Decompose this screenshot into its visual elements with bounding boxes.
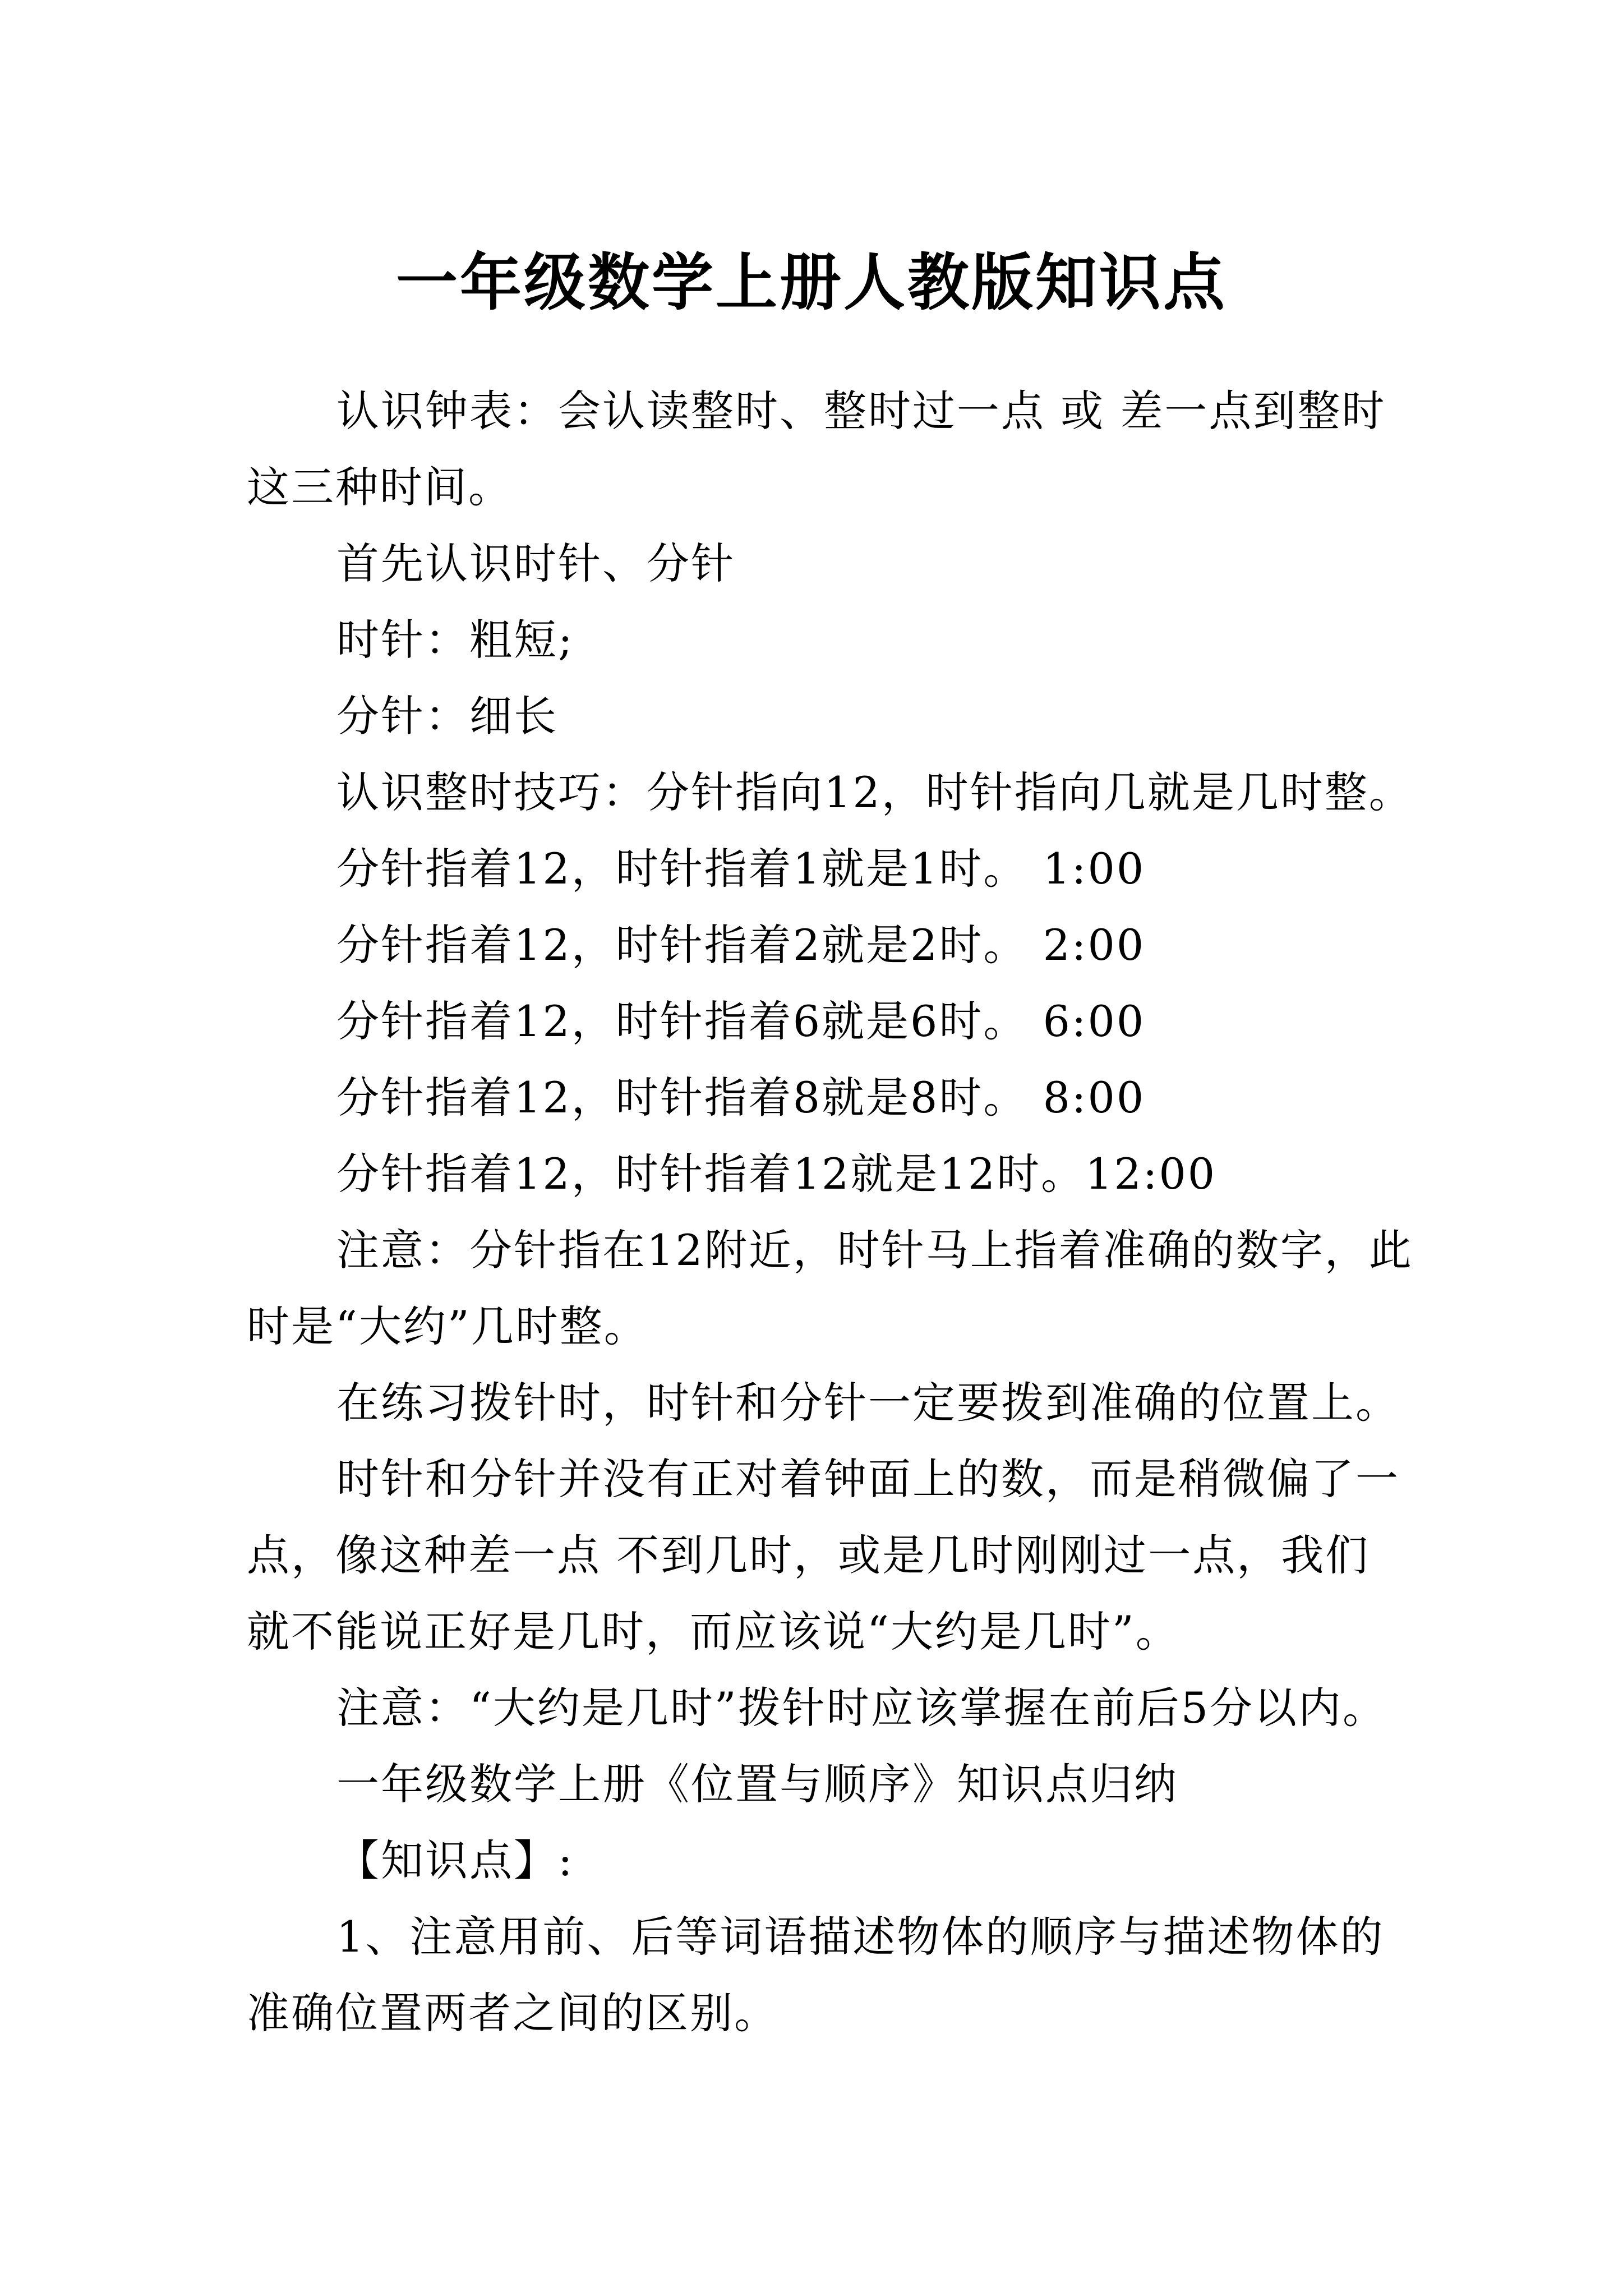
paragraph-example-6: 分针指着12，时针指着6就是6时。 6:00: [336, 996, 1146, 1046]
paragraph-note-approx: 注意：分针指在12附近，时针马上指着准确的数字，此时是“大约”几时整。: [247, 1225, 1413, 1351]
paragraph-point-1: 1、注意用前、后等词语描述物体的顺序与描述物体的准确位置两者之间的区别。: [247, 1912, 1385, 2038]
paragraph-minute-hand: 分针：细长: [336, 691, 558, 741]
paragraph-note-five-minutes: 注意：“大约是几时”拨针时应该掌握在前后5分以内。: [336, 1683, 1387, 1733]
paragraph-hands-intro: 首先认识时针、分针: [336, 539, 735, 588]
paragraph-whole-hour-tip: 认识整时技巧：分针指向12，时针指向几就是几时整。: [336, 767, 1413, 817]
document-title: 一年级数学上册人教版知识点: [396, 246, 1227, 319]
paragraph-knowledge-points: 【知识点】:: [336, 1835, 574, 1885]
paragraph-hour-hand: 时针：粗短;: [336, 615, 574, 665]
paragraph-clock-reading: 认识钟表：会认读整时、整时过一点 或 差一点到整时这三种时间。: [247, 386, 1386, 512]
paragraph-example-12: 分针指着12，时针指着12就是12时。12:00: [336, 1149, 1217, 1199]
paragraph-practice: 在练习拨针时，时针和分针一定要拨到准确的位置上。: [336, 1378, 1400, 1428]
paragraph-section-heading: 一年级数学上册《位置与顺序》知识点归纳: [336, 1759, 1178, 1809]
paragraph-example-8: 分针指着12，时针指着8就是8时。 8:00: [336, 1073, 1146, 1122]
paragraph-approx-explained: 时针和分针并没有正对着钟面上的数，而是稍微偏了一点，像这种差一点 不到几时，或是几时刚刚过一点，我们就不能说正好是几时，而应该说“大约是几时”。: [247, 1454, 1400, 1657]
document-body: [247, 373, 1413, 2051]
paragraph-example-1: 分针指着12，时针指着1就是1时。 1:00: [336, 844, 1146, 894]
paragraph-example-2: 分针指着12，时针指着2就是2时。 2:00: [336, 920, 1146, 970]
